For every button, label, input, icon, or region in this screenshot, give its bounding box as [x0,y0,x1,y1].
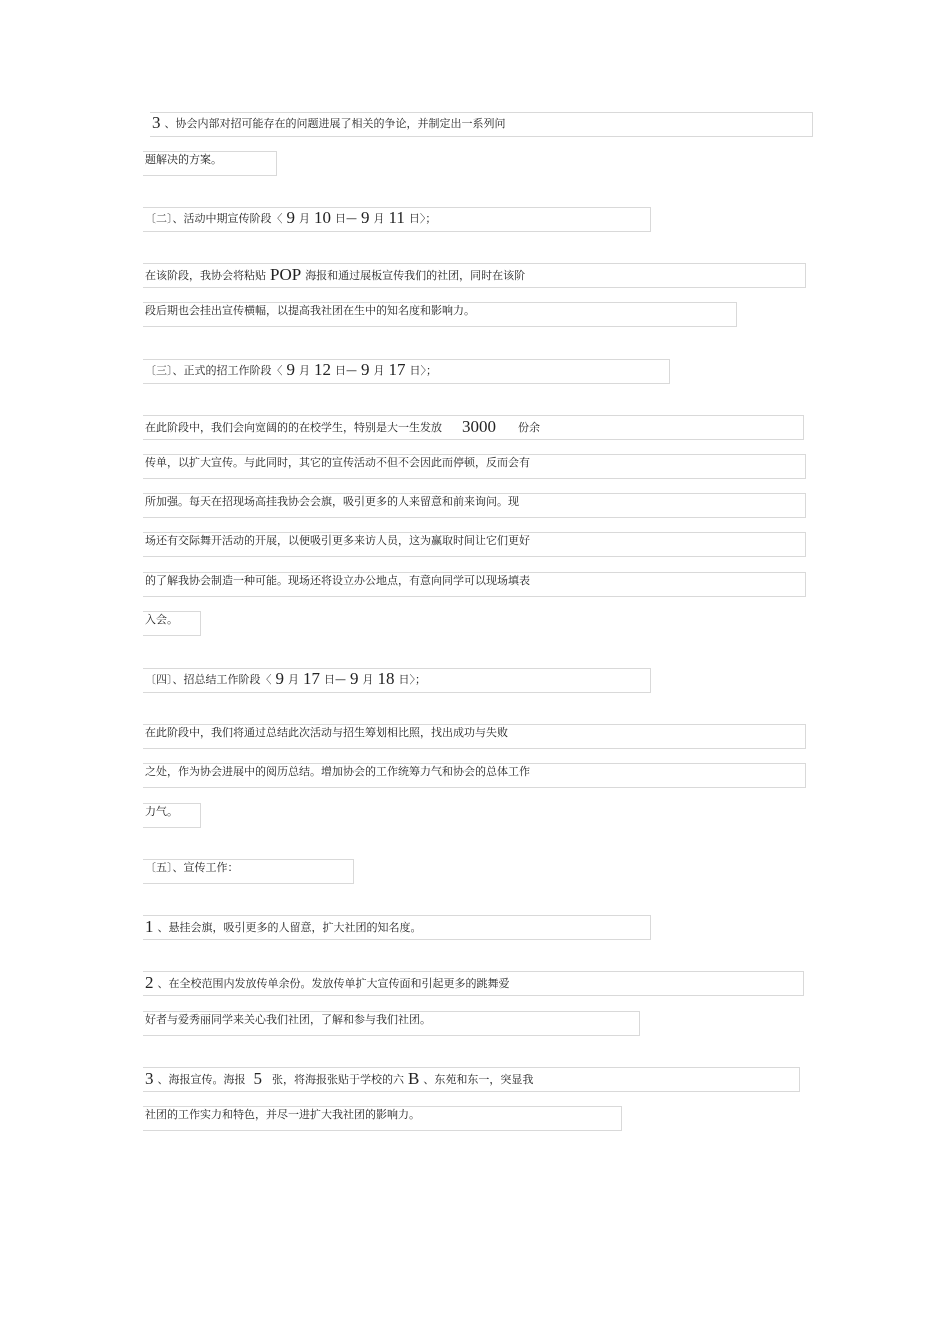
text-line: 3 、海报宣传。海报 5 张，将海报张贴于学校的六 B 、东苑和东一，突显我 [143,1067,800,1092]
text-line: 场还有交际舞开活动的开展，以便吸引更多来访人员，这为赢取时间让它们更好 [143,532,806,557]
text-line: 段后期也会挂出宣传横幅，以提高我社团在生中的知名度和影响力。 [143,302,737,327]
text-line: 力气。 [143,803,201,828]
text-line: 社团的工作实力和特色，并尽一进扩大我社团的影响力。 [143,1106,622,1131]
text-line: 传单，以扩大宣传。与此同时，其它的宣传活动不但不会因此而停顿，反而会有 [143,454,806,479]
section-heading: 〔三〕、正式的招工作阶段〈 9 月 12 日— 9 月 17 日〉； [143,359,670,384]
line-text: 、协会内部对招可能存在的问题进展了相关的争论，并制定出一系列问 [164,117,506,130]
text-line: 在此阶段中，我们将通过总结此次活动与招生筹划相比照，找出成功与失败 [143,724,806,749]
text-line [150,112,813,137]
section-heading: 〔五〕、宣传工作： [143,859,354,884]
text-line: 在该阶段，我协会将粘贴 POP 海报和通过展板宣传我们的社团，同时在该阶 [143,263,806,288]
text-line: 2 、在全校范围内发放传单余份。发放传单扩大宣传面和引起更多的跳舞爱 [143,971,804,996]
section-heading: 〔二〕、活动中期宣传阶段〈 9 月 10 日— 9 月 11 日〉； [143,207,651,232]
list-number: 3 [152,113,161,132]
text-line: 之处，作为协会进展中的阅历总结。增加协会的工作统筹力气和协会的总体工作 [143,763,806,788]
text-line: 入会。 [143,611,201,636]
text-line: 的了解我协会制造一种可能。现场还将设立办公地点，有意向同学可以现场填表 [143,572,806,597]
text-line: 所加强。每天在招现场高挂我协会会旗，吸引更多的人来留意和前来询问。现 [143,493,806,518]
text-line: 1 、悬挂会旗，吸引更多的人留意，扩大社团的知名度。 [143,915,651,940]
text-line: 在此阶段中，我们会向宽阔的的在校学生，特别是大一生发放 3000 份余 [143,415,804,440]
section-heading: 〔四〕、招总结工作阶段〈 9 月 17 日— 9 月 18 日〉； [143,668,651,693]
text-line [143,151,277,176]
text-line: 好者与爱秀丽同学来关心我们社团，了解和参与我们社团。 [143,1011,640,1036]
list-number: 1 [145,917,154,936]
list-number: 2 [145,973,154,992]
line-text: 题解决的方案。 [145,153,222,166]
list-number: 3 [145,1069,154,1088]
